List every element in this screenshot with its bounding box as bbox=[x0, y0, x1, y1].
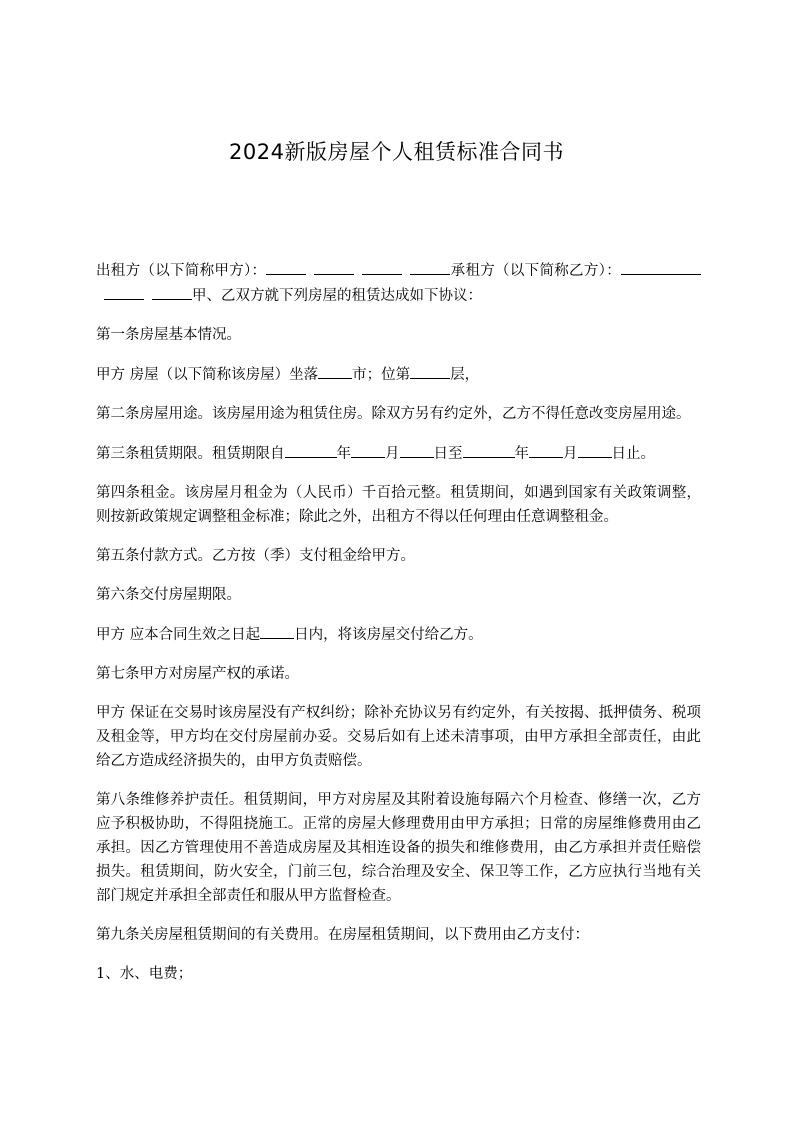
end-day-label: 日止。 bbox=[611, 446, 655, 462]
lessee-blank-3 bbox=[104, 283, 144, 300]
lessee-blank-1 bbox=[621, 258, 661, 275]
intro-paragraph bbox=[96, 258, 701, 308]
delivery-label: 甲方 应本合同生效之日起 bbox=[96, 627, 261, 643]
lessee-label: 承租方（以下简称乙方）： bbox=[450, 263, 622, 279]
end-month-blank bbox=[529, 441, 563, 458]
list-item-1: 1、水、电费； bbox=[96, 966, 193, 982]
lessee-blank-2 bbox=[661, 258, 701, 275]
start-year-label: 年 bbox=[336, 446, 351, 462]
lessor-blank-2 bbox=[314, 258, 354, 275]
lessor-label: 出租方（以下简称甲方）： bbox=[96, 263, 267, 279]
end-year-label: 年 bbox=[514, 446, 529, 462]
document-title: 2024新版房屋个人租赁标准合同书 bbox=[229, 140, 564, 164]
article-1-heading: 第一条房屋基本情况。 bbox=[96, 327, 241, 343]
article-9: 第九条关房屋租赁期间的有关费用。在房屋租赁期间，以下费用由乙方支付： bbox=[96, 927, 589, 943]
article-2: 第二条房屋用途。该房屋用途为租赁住房。除双方另有约定外，乙方不得任意改变房屋用途。 bbox=[96, 406, 691, 422]
start-year-blank bbox=[285, 441, 337, 458]
article-1-location bbox=[96, 362, 701, 387]
article-4: 第四条租金。该房屋月租金为（人民币）千百拾元整。租赁期间，如遇到国家有关政策调整，则按新政策规定调整租金标准；除此之外，出租方不得以任何理由任意调整租金。 bbox=[96, 485, 701, 525]
lessee-blank-4 bbox=[152, 283, 192, 300]
article-5: 第五条付款方式。乙方按（季）支付租金给甲方。 bbox=[96, 548, 415, 564]
delivery-suffix: 日内，将该房屋交付给乙方。 bbox=[294, 627, 483, 643]
city-blank bbox=[318, 362, 352, 379]
article-3 bbox=[96, 441, 701, 466]
article-6-delivery bbox=[96, 622, 701, 647]
start-month-blank bbox=[351, 441, 385, 458]
start-day-blank bbox=[400, 441, 434, 458]
article-7-heading: 第七条甲方对房屋产权的承诺。 bbox=[96, 666, 299, 682]
start-day-label: 日至 bbox=[433, 446, 463, 462]
agreement-statement: 甲、乙双方就下列房屋的租赁达成如下协议： bbox=[192, 288, 482, 304]
end-year-blank bbox=[463, 441, 515, 458]
end-month-label: 月 bbox=[563, 446, 578, 462]
article-7-body: 甲方 保证在交易时该房屋没有产权纠纷；除补充协议另有约定外，有关按揭、抵押债务、税项及租金等，甲方均在交付房屋前办妥。交易后如有上述未清事项，由甲方承担全部责任，由此给乙方造成经济损失的，由甲方负责赔偿。 bbox=[96, 705, 701, 769]
lessor-blank-1 bbox=[266, 258, 306, 275]
end-day-blank bbox=[578, 441, 612, 458]
article-8: 第八条维修养护责任。租赁期间，甲方对房屋及其附着设施每隔六个月检查、修缮一次，乙方应予积极协助，不得阻挠施工。正常的房屋大修理费用由甲方承担；日常的房屋维修费用由乙承担。因乙方管理使用不善造成房屋及其相连设备的损失和维修费用，由乙方承担并责任赔偿损失。租赁期间，防火安全，门前三包，综合治理及安全、保卫等工作，乙方应执行当地有关部门规定并承担全部责任和服从甲方监督检查。 bbox=[96, 792, 701, 904]
lessor-blank-3 bbox=[362, 258, 402, 275]
location-label: 甲方 房屋（以下简称该房屋）坐落 bbox=[96, 367, 319, 383]
article-6-heading: 第六条交付房屋期限。 bbox=[96, 587, 241, 603]
floor-suffix: 层， bbox=[450, 367, 480, 383]
start-month-label: 月 bbox=[385, 446, 400, 462]
contract-body bbox=[96, 258, 701, 1001]
term-label: 第三条租赁期限。租赁期限自 bbox=[96, 446, 285, 462]
lessor-blank-4 bbox=[410, 258, 450, 275]
floor-blank bbox=[410, 362, 450, 379]
delivery-days-blank bbox=[260, 622, 294, 639]
floor-label: 市；位第 bbox=[352, 367, 411, 383]
